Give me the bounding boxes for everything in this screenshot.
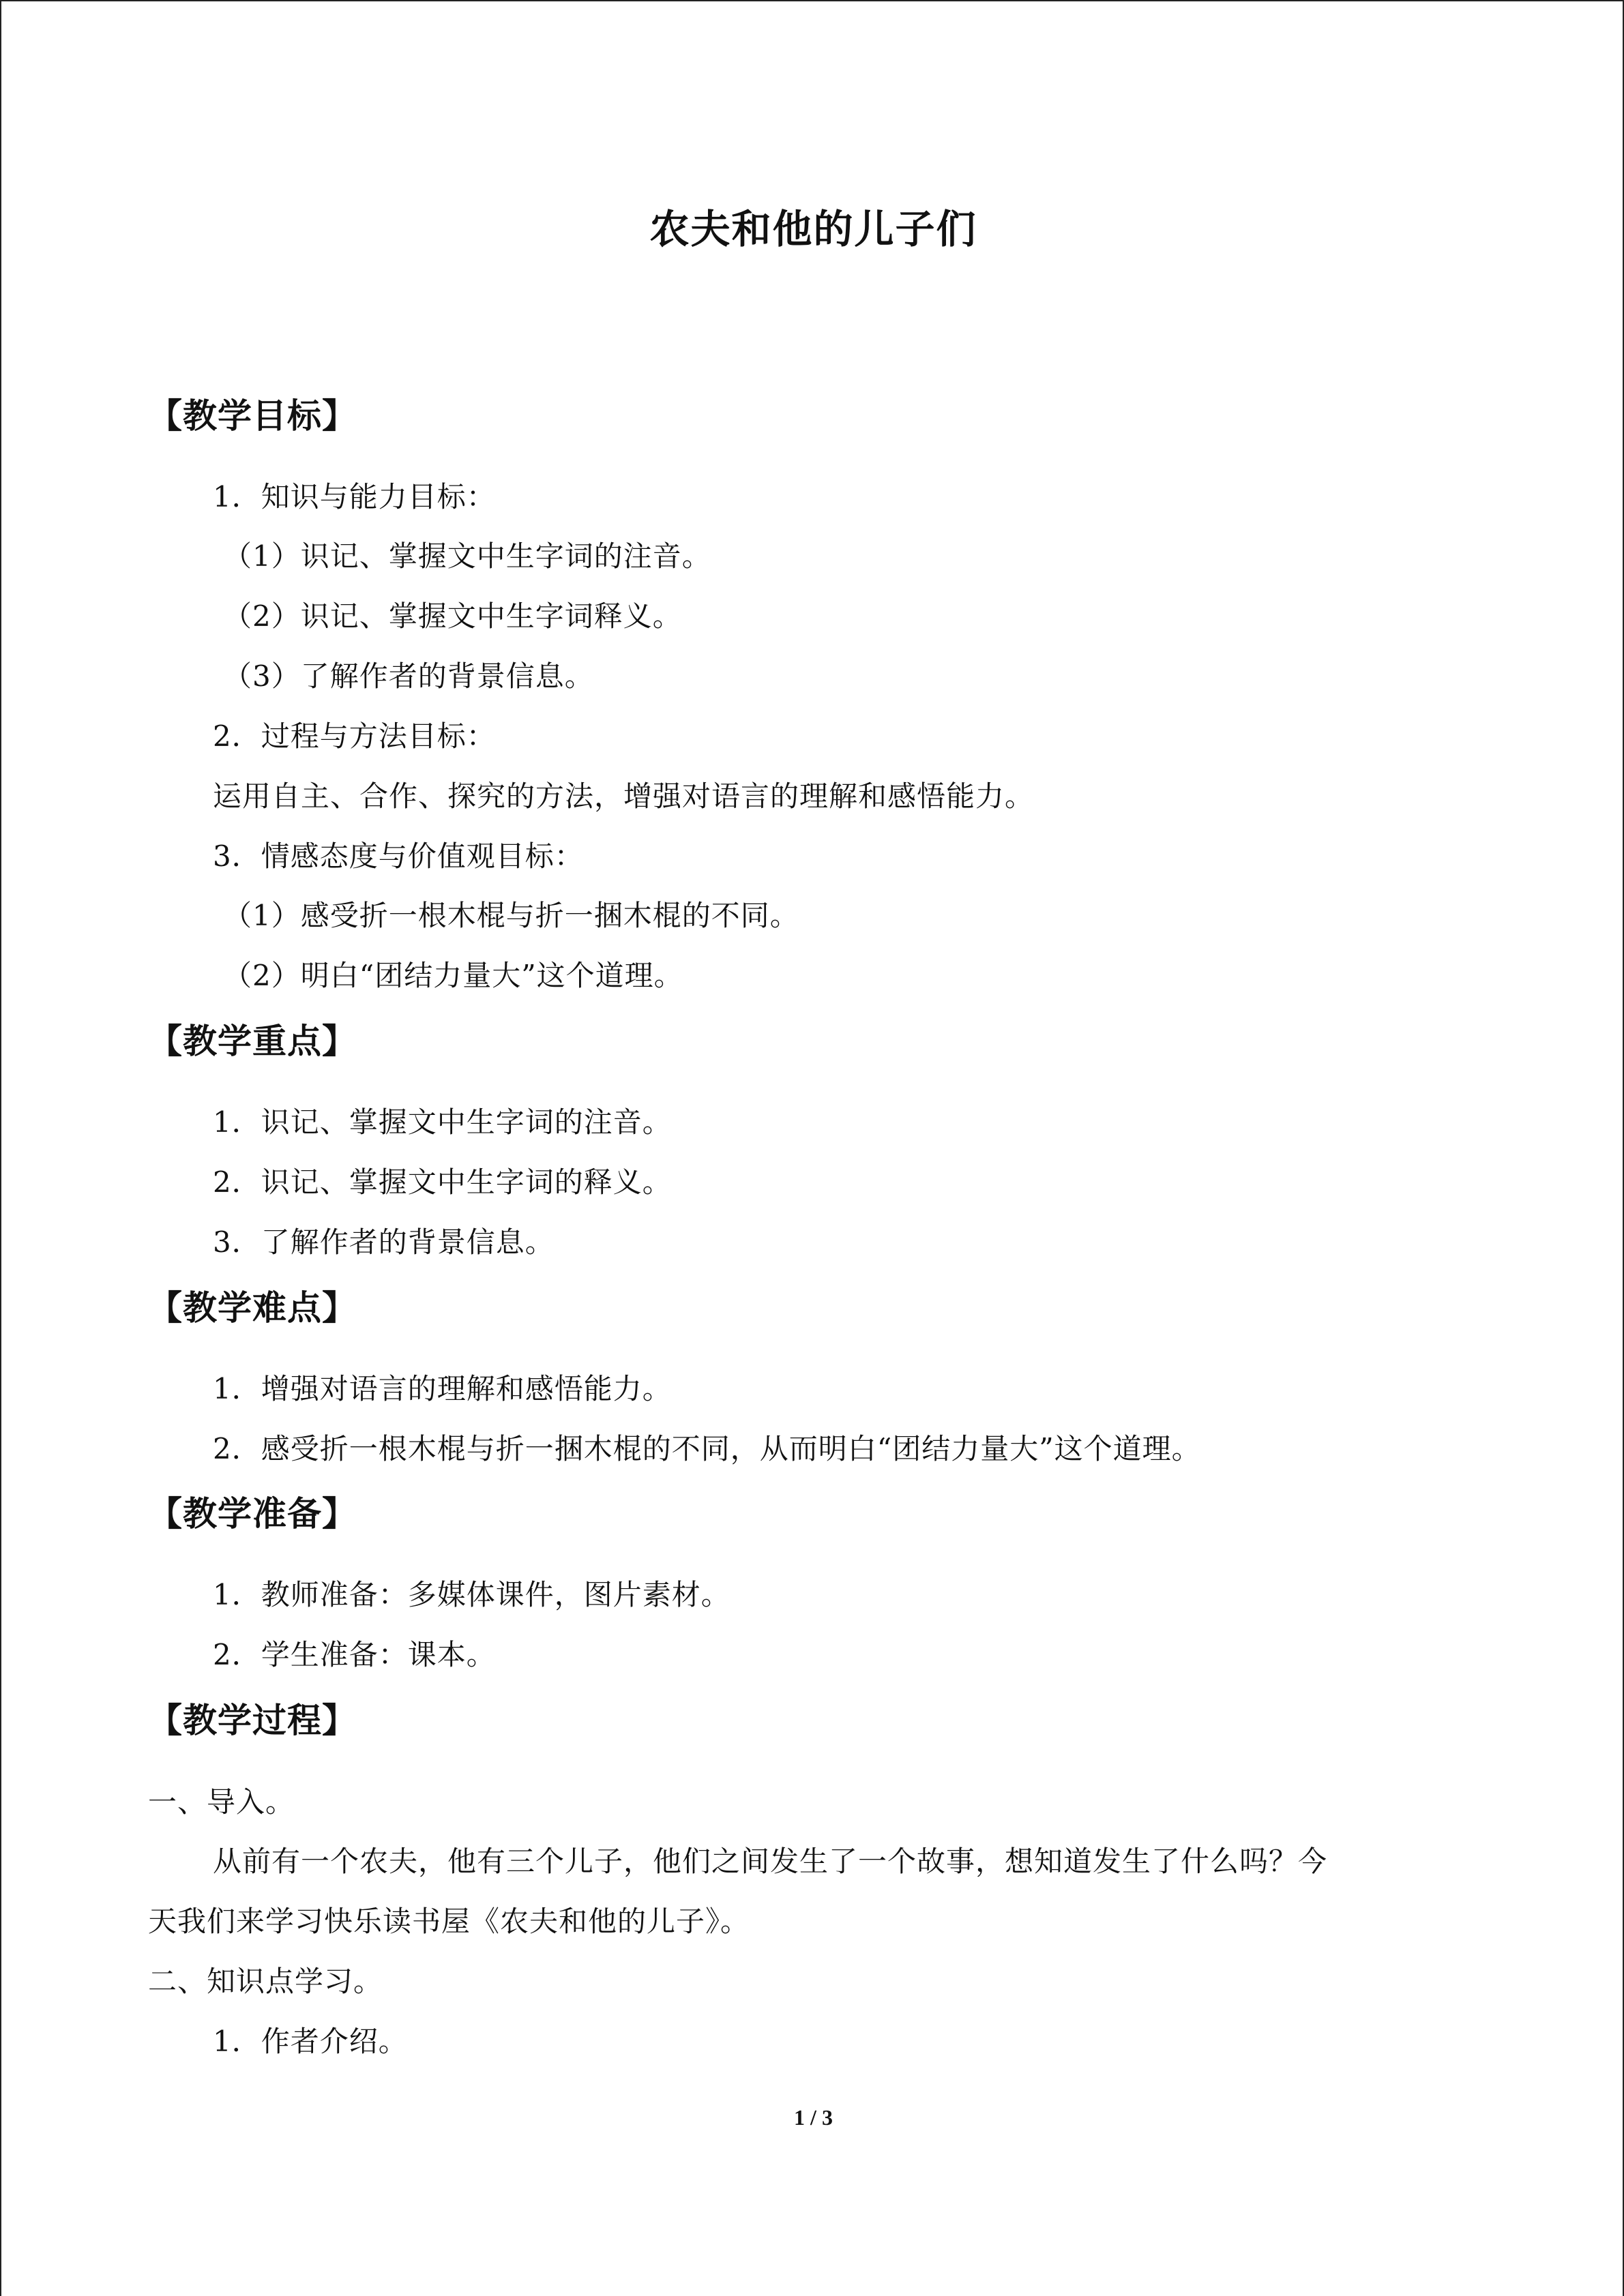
goals-line-5: 2．过程与方法目标： (213, 719, 496, 753)
key-points-line-1: 1．识记、掌握文中生字词的注音。 (213, 1105, 672, 1139)
key-points-line-3: 3．了解作者的背景信息。 (213, 1225, 555, 1259)
section-heading-process: 【教学过程】 (148, 1701, 357, 1740)
process-line-1: 一、导入。 (148, 1785, 295, 1819)
process-line-4: 二、知识点学习。 (148, 1965, 383, 1998)
process-line-5: 1．作者介绍。 (213, 2025, 408, 2058)
page-number: 1 / 3 (794, 2105, 833, 2130)
goals-line-7: 3．情感态度与价值观目标： (213, 839, 584, 873)
preparation-line-1: 1．教师准备：多媒体课件，图片素材。 (213, 1578, 730, 1611)
process-line-3: 天我们来学习快乐读书屋《农夫和他的儿子》。 (148, 1905, 750, 1938)
goals-line-2: （1）识记、掌握文中生字词的注音。 (223, 539, 711, 573)
goals-line-1: 1．知识与能力目标： (213, 480, 496, 513)
section-heading-preparation: 【教学准备】 (148, 1494, 357, 1534)
difficulties-line-2: 2．感受折一根木棍与折一捆木棍的不同，从而明白“团结力量大”这个道理。 (213, 1432, 1201, 1465)
section-heading-difficulties: 【教学难点】 (148, 1288, 357, 1328)
document-title: 农夫和他的儿子们 (649, 206, 977, 252)
goals-line-3: （2）识记、掌握文中生字词释义。 (223, 599, 682, 633)
goals-line-4: （3）了解作者的背景信息。 (223, 659, 594, 693)
section-heading-goals: 【教学目标】 (148, 396, 357, 436)
goals-line-8: （1）感受折一根木棍与折一捆木棍的不同。 (223, 899, 799, 932)
goals-line-6: 运用自主、合作、探究的方法，增强对语言的理解和感悟能力。 (213, 779, 1035, 813)
difficulties-line-1: 1．增强对语言的理解和感悟能力。 (213, 1372, 672, 1405)
preparation-line-2: 2．学生准备：课本。 (213, 1638, 496, 1671)
process-line-2: 从前有一个农夫，他有三个儿子，他们之间发生了一个故事，想知道发生了什么吗？今 (213, 1845, 1328, 1878)
section-heading-key-points: 【教学重点】 (148, 1022, 357, 1061)
goals-line-9: （2）明白“团结力量大”这个道理。 (223, 959, 683, 992)
key-points-line-2: 2．识记、掌握文中生字词的释义。 (213, 1165, 672, 1199)
